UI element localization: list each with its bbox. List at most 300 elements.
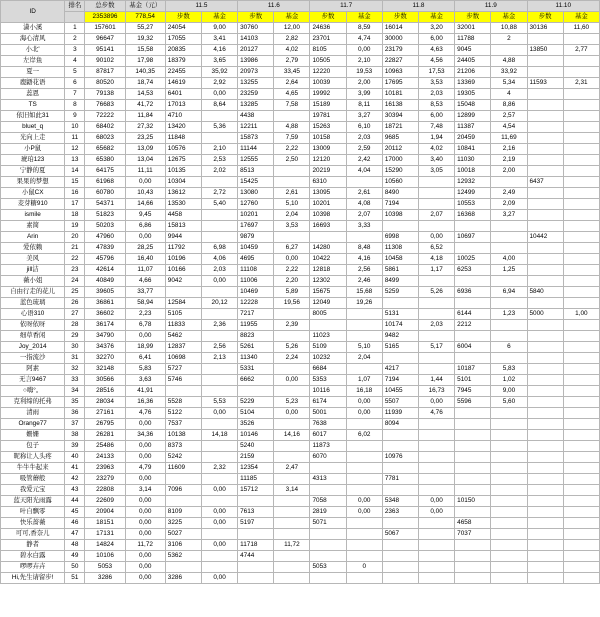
day-fund-cell: 2,61: [274, 188, 310, 199]
day-fund-cell: [563, 177, 599, 188]
table-row: [1, 100, 600, 111]
day-fund-cell: 0,00: [346, 408, 382, 419]
day-fund-cell: 4,18: [418, 254, 454, 265]
day-steps-cell: 15189: [310, 100, 346, 111]
day-steps-cell: [527, 375, 563, 386]
day-steps-cell: 8513: [238, 166, 274, 177]
rank-cell: 15: [65, 177, 85, 188]
day-fund-cell: 5,36: [201, 122, 237, 133]
day-steps-cell: [527, 199, 563, 210]
rank-cell: 26: [65, 298, 85, 309]
total-fund-cell: 23,25: [125, 133, 165, 144]
member-id-cell: 碧水白露: [1, 551, 65, 562]
total-steps-cell: 26281: [85, 430, 125, 441]
table-row: [1, 23, 600, 34]
day-fund-cell: 12,00: [274, 23, 310, 34]
day-steps-cell: 3106: [165, 540, 201, 551]
day-fund-cell: 4,65: [274, 89, 310, 100]
total-fund-cell: 0,00: [125, 232, 165, 243]
total-steps-cell: 24133: [85, 452, 125, 463]
day-steps-cell: 11718: [238, 540, 274, 551]
total-steps-cell: 32270: [85, 353, 125, 364]
day-steps-cell: 13530: [165, 199, 201, 210]
day-fund-cell: [346, 474, 382, 485]
day-steps-cell: [527, 133, 563, 144]
day-steps-cell: 18721: [382, 122, 418, 133]
day-fund-cell: [563, 100, 599, 111]
total-fund-cell: 33,77: [125, 287, 165, 298]
day-steps-cell: 20112: [382, 144, 418, 155]
fund-subheader: 基金: [563, 12, 599, 23]
total-steps-cell: 47839: [85, 243, 125, 254]
day-steps-cell: 7194: [382, 375, 418, 386]
day-steps-cell: 5528: [165, 397, 201, 408]
day-steps-cell: [310, 485, 346, 496]
member-id-cell: 包子: [1, 441, 65, 452]
member-id-cell: 爱依赖: [1, 243, 65, 254]
day-fund-cell: [491, 232, 527, 243]
day-fund-cell: [491, 177, 527, 188]
id-header: ID: [1, 1, 65, 23]
day-steps-cell: 5071: [310, 518, 346, 529]
rank-cell: 9: [65, 111, 85, 122]
day-fund-cell: 17,53: [418, 67, 454, 78]
day-fund-cell: [346, 540, 382, 551]
rank-header-blank: [65, 12, 85, 23]
day-steps-cell: 10138: [165, 430, 201, 441]
rank-cell: 11: [65, 133, 85, 144]
day-steps-cell: [527, 254, 563, 265]
total-steps-cell: 90102: [85, 56, 125, 67]
day-fund-cell: [274, 331, 310, 342]
day-steps-cell: 5131: [382, 309, 418, 320]
table-row: [1, 287, 600, 298]
day-fund-cell: 2,42: [346, 155, 382, 166]
day-fund-cell: 5,10: [346, 342, 382, 353]
day-steps-cell: [527, 463, 563, 474]
day-steps-cell: [382, 221, 418, 232]
rank-cell: 22: [65, 254, 85, 265]
day-steps-cell: 16138: [382, 100, 418, 111]
day-steps-cell: 7037: [455, 529, 491, 540]
day-fund-cell: 2,03: [201, 265, 237, 276]
day-steps-cell: 23179: [382, 45, 418, 56]
rank-cell: 40: [65, 452, 85, 463]
day-fund-cell: [274, 562, 310, 573]
day-fund-cell: 0: [346, 562, 382, 573]
member-id-cell: 阿素: [1, 364, 65, 375]
day-fund-cell: [563, 573, 599, 584]
day-steps-cell: 10963: [382, 67, 418, 78]
day-fund-cell: [563, 221, 599, 232]
day-fund-cell: [201, 474, 237, 485]
day-steps-cell: 10187: [455, 364, 491, 375]
day-steps-cell: 10196: [165, 254, 201, 265]
day-fund-cell: 6,00: [418, 34, 454, 45]
day-steps-cell: 14103: [238, 34, 274, 45]
day-fund-cell: 6,02: [346, 430, 382, 441]
day-fund-cell: 8,53: [418, 100, 454, 111]
day-steps-cell: 10116: [310, 386, 346, 397]
day-fund-cell: 2,02: [201, 166, 237, 177]
day-fund-cell: 2,22: [274, 144, 310, 155]
day-steps-cell: 13285: [238, 100, 274, 111]
day-fund-cell: [563, 188, 599, 199]
day-fund-cell: [491, 276, 527, 287]
member-id-cell: 蓝天阳光雨露: [1, 496, 65, 507]
rank-cell: 12: [65, 144, 85, 155]
day-steps-cell: [238, 562, 274, 573]
member-id-cell: 昵称让人头疼: [1, 452, 65, 463]
day-steps-cell: [455, 298, 491, 309]
day-fund-cell: [563, 342, 599, 353]
day-fund-cell: 3,40: [418, 155, 454, 166]
day-steps-cell: 13850: [527, 45, 563, 56]
table-row: [1, 353, 600, 364]
total-fund-cell: 0,00: [125, 562, 165, 573]
table-row: [1, 122, 600, 133]
day-fund-cell: 3,27: [346, 111, 382, 122]
day-fund-cell: [563, 518, 599, 529]
day-steps-cell: 5053: [310, 562, 346, 573]
day-fund-cell: [346, 320, 382, 331]
total-fund-cell: 6,78: [125, 320, 165, 331]
day-steps-cell: [527, 67, 563, 78]
day-fund-cell: 3,41: [201, 34, 237, 45]
member-id-cell: bluet_q: [1, 122, 65, 133]
steps-subheader: 步数: [165, 12, 201, 23]
table-row: [1, 67, 600, 78]
day-steps-cell: 14280: [310, 243, 346, 254]
day-fund-cell: [274, 474, 310, 485]
day-steps-cell: 23701: [310, 34, 346, 45]
day-steps-cell: 30000: [382, 34, 418, 45]
member-id-cell: 潇小溪: [1, 23, 65, 34]
day-fund-cell: 6,98: [201, 243, 237, 254]
day-fund-cell: 5,40: [201, 199, 237, 210]
day-fund-cell: 2,00: [491, 166, 527, 177]
table-row: [1, 485, 600, 496]
day-fund-cell: 2,10: [346, 56, 382, 67]
day-fund-cell: 2,56: [201, 342, 237, 353]
day-fund-cell: 0,00: [274, 375, 310, 386]
day-fund-cell: 1,23: [491, 309, 527, 320]
day-fund-cell: 3,33: [346, 221, 382, 232]
rank-cell: 35: [65, 397, 85, 408]
day-fund-cell: 2,46: [346, 276, 382, 287]
day-steps-cell: 9042: [165, 276, 201, 287]
day-fund-cell: 15,68: [346, 287, 382, 298]
day-fund-cell: [418, 419, 454, 430]
day-steps-cell: 5261: [238, 342, 274, 353]
day-fund-cell: [418, 551, 454, 562]
table-row: [1, 177, 600, 188]
day-steps-cell: 4438: [238, 111, 274, 122]
member-id-cell: 小P鼠: [1, 144, 65, 155]
day-steps-cell: 20835: [165, 45, 201, 56]
day-steps-cell: [310, 463, 346, 474]
day-steps-cell: 7058: [310, 496, 346, 507]
day-steps-cell: 12211: [238, 122, 274, 133]
day-steps-cell: [455, 573, 491, 584]
rank-cell: 21: [65, 243, 85, 254]
day-fund-cell: [346, 551, 382, 562]
table-row: [1, 144, 600, 155]
day-fund-cell: 11,60: [563, 23, 599, 34]
day-fund-cell: 2,49: [491, 188, 527, 199]
day-fund-cell: 0,00: [201, 540, 237, 551]
total-steps-cell: 10106: [85, 551, 125, 562]
day-fund-cell: 4,76: [418, 408, 454, 419]
day-steps-cell: 7613: [238, 507, 274, 518]
day-steps-cell: 10398: [310, 210, 346, 221]
day-steps-cell: 5507: [382, 397, 418, 408]
total-fund-cell: 4,79: [125, 463, 165, 474]
day-fund-cell: [563, 232, 599, 243]
day-steps-cell: 12675: [165, 155, 201, 166]
day-steps-cell: [165, 496, 201, 507]
total-fund-cell: 11,11: [125, 166, 165, 177]
day-fund-cell: 1,94: [418, 133, 454, 144]
header-row-1: [1, 1, 600, 12]
day-steps-cell: 11308: [382, 243, 418, 254]
day-fund-cell: 2,39: [274, 320, 310, 331]
day-steps-cell: 10698: [165, 353, 201, 364]
day-fund-cell: 0,00: [346, 507, 382, 518]
table-row: [1, 111, 600, 122]
day-fund-cell: [201, 331, 237, 342]
day-steps-cell: 3286: [165, 573, 201, 584]
day-steps-cell: 17695: [382, 78, 418, 89]
total-steps-cell: 18151: [85, 518, 125, 529]
total-fund-sum: 778,54: [125, 12, 165, 23]
day-steps-cell: [238, 386, 274, 397]
day-steps-cell: [382, 430, 418, 441]
day-steps-cell: 5861: [382, 265, 418, 276]
day-steps-cell: 23259: [238, 89, 274, 100]
day-fund-cell: 9,00: [491, 386, 527, 397]
day-fund-cell: 4,56: [418, 56, 454, 67]
date-header: 11.7: [310, 1, 382, 12]
day-fund-cell: 19,56: [274, 298, 310, 309]
day-fund-cell: [563, 243, 599, 254]
day-steps-cell: 13612: [165, 188, 201, 199]
day-steps-cell: 6253: [455, 265, 491, 276]
day-fund-cell: [563, 265, 599, 276]
total-steps-cell: 60780: [85, 188, 125, 199]
member-id-cell: 美风: [1, 254, 65, 265]
steps-subheader: 步数: [382, 12, 418, 23]
day-fund-cell: 4,00: [491, 254, 527, 265]
day-steps-cell: 5067: [382, 529, 418, 540]
day-steps-cell: 10025: [455, 254, 491, 265]
day-steps-cell: [527, 166, 563, 177]
total-steps-cell: 22609: [85, 496, 125, 507]
rank-cell: 7: [65, 89, 85, 100]
day-steps-cell: [527, 243, 563, 254]
day-steps-cell: 15425: [238, 177, 274, 188]
rank-cell: 23: [65, 265, 85, 276]
rank-header: 排名: [65, 1, 85, 12]
table-row: [1, 199, 600, 210]
member-id-cell: 细草香闲: [1, 331, 65, 342]
table-row: [1, 232, 600, 243]
day-steps-cell: 6174: [310, 397, 346, 408]
day-steps-cell: 10553: [455, 199, 491, 210]
rank-cell: 14: [65, 166, 85, 177]
day-steps-cell: 5353: [310, 375, 346, 386]
date-header: 11.10: [527, 1, 600, 12]
day-fund-cell: 3,14: [274, 485, 310, 496]
total-steps-cell: 65380: [85, 155, 125, 166]
rank-cell: 32: [65, 364, 85, 375]
day-fund-cell: 4,74: [346, 34, 382, 45]
total-fund-cell: 3,63: [125, 375, 165, 386]
member-id-cell: Arin: [1, 232, 65, 243]
day-fund-cell: 2,61: [346, 188, 382, 199]
day-steps-cell: [165, 287, 201, 298]
day-fund-cell: 2,16: [491, 144, 527, 155]
day-fund-cell: [491, 463, 527, 474]
day-steps-cell: 10039: [310, 78, 346, 89]
day-fund-cell: 2,64: [274, 78, 310, 89]
rank-cell: 42: [65, 474, 85, 485]
day-fund-cell: [274, 386, 310, 397]
day-fund-cell: [418, 562, 454, 573]
rank-cell: 33: [65, 375, 85, 386]
day-fund-cell: [418, 474, 454, 485]
day-steps-cell: 2363: [382, 507, 418, 518]
day-fund-cell: 2,47: [274, 463, 310, 474]
day-steps-cell: [527, 111, 563, 122]
rank-cell: 51: [65, 573, 85, 584]
day-steps-cell: [310, 320, 346, 331]
day-steps-cell: 7945: [455, 386, 491, 397]
day-fund-cell: 4,06: [201, 254, 237, 265]
day-steps-cell: 11955: [238, 320, 274, 331]
day-steps-cell: 15813: [165, 221, 201, 232]
day-fund-cell: [563, 364, 599, 375]
day-fund-cell: [346, 177, 382, 188]
member-id-cell: 左岸鱼: [1, 56, 65, 67]
day-fund-cell: [201, 441, 237, 452]
day-fund-cell: [491, 485, 527, 496]
table-row: [1, 573, 600, 584]
day-fund-cell: 2,50: [274, 155, 310, 166]
day-fund-cell: [201, 452, 237, 463]
day-fund-cell: [274, 529, 310, 540]
rank-cell: 27: [65, 309, 85, 320]
day-steps-cell: [527, 122, 563, 133]
day-fund-cell: [418, 518, 454, 529]
day-fund-cell: [563, 485, 599, 496]
total-steps-cell: 79138: [85, 89, 125, 100]
day-fund-cell: [418, 430, 454, 441]
day-steps-cell: 10576: [165, 144, 201, 155]
total-steps-cell: 64175: [85, 166, 125, 177]
day-steps-cell: 12932: [455, 177, 491, 188]
day-fund-cell: 2,92: [201, 78, 237, 89]
day-fund-cell: [346, 529, 382, 540]
day-steps-cell: 5197: [238, 518, 274, 529]
day-steps-cell: 2212: [455, 320, 491, 331]
rank-cell: 49: [65, 551, 85, 562]
day-fund-cell: 2,00: [346, 78, 382, 89]
table-row: [1, 166, 600, 177]
day-steps-cell: 8094: [382, 419, 418, 430]
day-steps-cell: [527, 265, 563, 276]
day-fund-cell: 3,05: [418, 166, 454, 177]
member-id-cell: 我爱元宝: [1, 485, 65, 496]
day-steps-cell: [310, 540, 346, 551]
day-steps-cell: 9879: [238, 232, 274, 243]
rank-cell: 37: [65, 419, 85, 430]
day-fund-cell: [563, 166, 599, 177]
day-steps-cell: 5362: [165, 551, 201, 562]
table-row: [1, 540, 600, 551]
day-fund-cell: 4,08: [346, 199, 382, 210]
day-steps-cell: 2159: [238, 452, 274, 463]
total-fund-cell: 19,32: [125, 34, 165, 45]
day-fund-cell: 16,73: [418, 386, 454, 397]
member-id-cell: 叶自飘零: [1, 507, 65, 518]
table-row: [1, 496, 600, 507]
table-row: [1, 452, 600, 463]
day-steps-cell: [382, 353, 418, 364]
day-fund-cell: 5,23: [274, 397, 310, 408]
day-fund-cell: [418, 540, 454, 551]
day-steps-cell: 10135: [165, 166, 201, 177]
total-fund-cell: 140,35: [125, 67, 165, 78]
day-fund-cell: [491, 529, 527, 540]
day-steps-cell: 11848: [165, 133, 201, 144]
day-steps-cell: 8499: [382, 276, 418, 287]
day-fund-cell: [274, 364, 310, 375]
day-steps-cell: 11788: [455, 34, 491, 45]
day-fund-cell: 0,00: [418, 496, 454, 507]
day-fund-cell: [563, 56, 599, 67]
total-fund-cell: 34,36: [125, 430, 165, 441]
day-steps-cell: 11023: [310, 331, 346, 342]
day-fund-cell: 0,00: [201, 89, 237, 100]
rank-cell: 19: [65, 221, 85, 232]
day-fund-cell: [274, 507, 310, 518]
day-steps-cell: 22455: [165, 67, 201, 78]
day-fund-cell: 5,53: [201, 397, 237, 408]
day-steps-cell: 5840: [527, 287, 563, 298]
member-id-cell: 可可,香奈儿: [1, 529, 65, 540]
total-fund-cell: 0,00: [125, 331, 165, 342]
day-fund-cell: 5,60: [491, 397, 527, 408]
day-fund-cell: [563, 67, 599, 78]
table-row: [1, 419, 600, 430]
day-steps-cell: 13986: [238, 56, 274, 67]
day-steps-cell: 12302: [310, 276, 346, 287]
day-steps-cell: 19305: [455, 89, 491, 100]
total-steps-cell: 3286: [85, 573, 125, 584]
day-fund-cell: 16,18: [346, 386, 382, 397]
day-fund-cell: [346, 518, 382, 529]
day-fund-cell: 4,88: [491, 56, 527, 67]
rank-cell: 17: [65, 199, 85, 210]
day-fund-cell: 2,31: [563, 78, 599, 89]
day-fund-cell: [346, 419, 382, 430]
date-header: 11.5: [165, 1, 237, 12]
rank-cell: 4: [65, 56, 85, 67]
day-steps-cell: [455, 540, 491, 551]
day-fund-cell: 0,00: [274, 254, 310, 265]
total-steps-cell: 157601: [85, 23, 125, 34]
